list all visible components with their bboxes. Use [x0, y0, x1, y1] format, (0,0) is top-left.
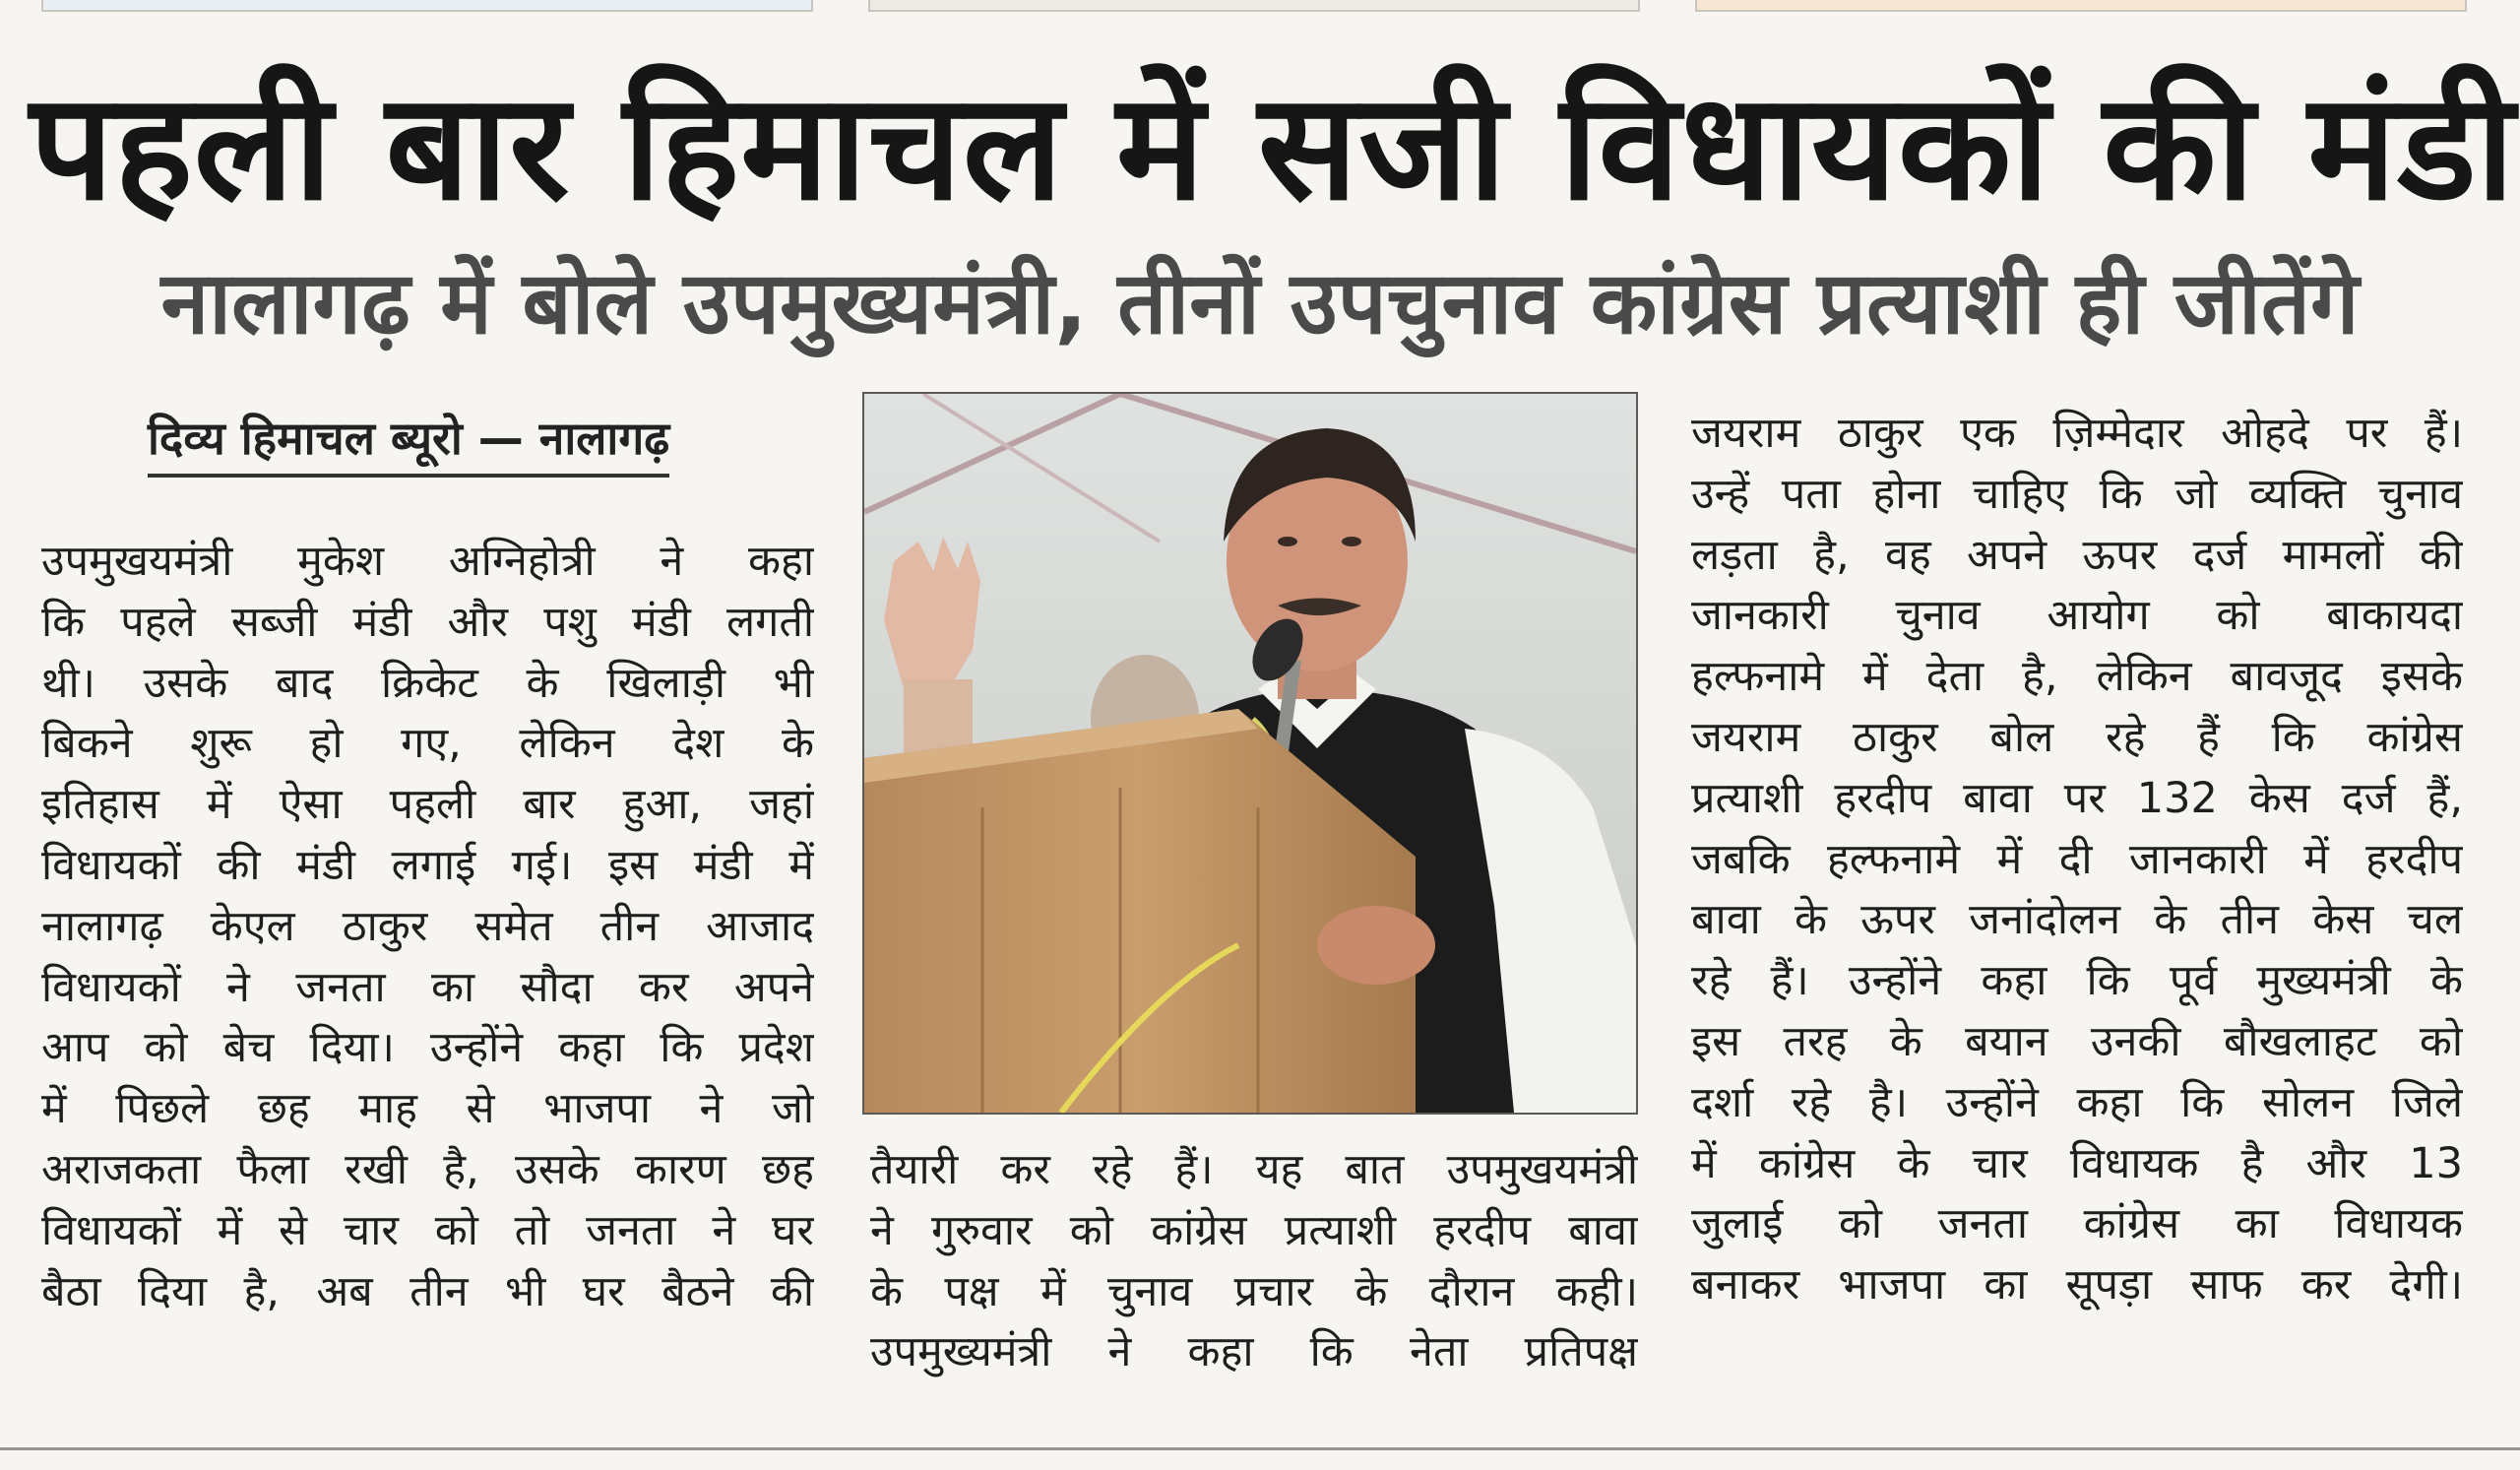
text-line: जानकारी चुनाव आयोग को बाकायदा [1691, 591, 2463, 641]
text-line: कि पहले सब्जी मंडी और पशु मंडी लगती [41, 597, 814, 647]
text-line: तैयारी कर रहे हैं। यह बात उपमुखयमंत्री [870, 1145, 1638, 1194]
text-line: बनाकर भाजपा का सूपड़ा साफ कर देगी। [1691, 1260, 2463, 1310]
text-line: नालागढ़ केएल ठाकुर समेत तीन आजाद [41, 901, 814, 951]
text-line: में कांग्रेस के चार विधायक है और 13 [1691, 1138, 2463, 1188]
previous-article-strip [41, 0, 813, 12]
text-line: बावा के ऊपर जनांदोलन के तीन केस चल [1691, 895, 2463, 945]
text-line: जबकि हल्फनामे में दी जानकारी में हरदीप [1691, 834, 2463, 884]
text-line: उपमुखयमंत्री मुकेश अग्निहोत्री ने कहा [41, 537, 814, 586]
previous-article-strip [868, 0, 1640, 12]
article-column-middle [870, 1140, 1638, 1383]
article-column-right [1691, 404, 2463, 1316]
text-line: इस तरह के बयान उनकी बौखलाहट को [1691, 1016, 2463, 1066]
text-line: विधायकों की मंडी लगाई गई। इस मंडी में [41, 840, 814, 890]
text-line: अराजकता फैला रखी है, उसके कारण छह [41, 1144, 814, 1194]
text-line: विधायकों ने जनता का सौदा कर अपने [41, 962, 814, 1012]
text-line: बिकने शुरू हो गए, लेकिन देश के [41, 719, 814, 769]
text-line: में पिछले छह माह से भाजपा ने जो [41, 1084, 814, 1134]
text-line: के पक्ष में चुनाव प्रचार के दौरान कही। [870, 1266, 1638, 1316]
text-line: हल्फनामे में देता है, लेकिन बावजूद इसके [1691, 652, 2463, 702]
text-line: उन्हें पता होना चाहिए कि जो व्यक्ति चुनाव [1691, 469, 2463, 519]
text-line: दर्शा रहे है। उन्होंने कहा कि सोलन जिले [1691, 1077, 2463, 1127]
previous-article-strip [1695, 0, 2467, 12]
text-line: जयराम ठाकुर बोल रहे हैं कि कांग्रेस [1691, 712, 2463, 762]
text-line: रहे हैं। उन्होंने कहा कि पूर्व मुख्यमंत्री के [1691, 956, 2463, 1006]
text-line: ने गुरुवार को कांग्रेस प्रत्याशी हरदीप बावा [870, 1205, 1638, 1255]
speaker-at-podium-photo [862, 392, 1638, 1115]
text-line: जयराम ठाकुर एक ज़िम्मेदार ओहदे पर हैं। [1691, 409, 2463, 458]
text-line: इतिहास में ऐसा पहली बार हुआ, जहां [41, 780, 814, 830]
article-headline: पहली बार हिमाचल में सजी विधायकों की मंडी [30, 62, 2516, 233]
text-line: उपमुख्यमंत्री ने कहा कि नेता प्रतिपक्ष [870, 1327, 1638, 1377]
text-line: विधायकों में से चार को तो जनता ने घर [41, 1205, 814, 1255]
text-line: लड़ता है, वह अपने ऊपर दर्ज मामलों की [1691, 530, 2463, 580]
text-line: प्रत्याशी हरदीप बावा पर 132 केस दर्ज हैं, [1691, 773, 2463, 823]
article-subheadline: नालागढ़ में बोले उपमुख्यमंत्री, तीनों उपचुनाव कांग्रेस प्रत्याशी ही जीतेंगे [160, 252, 2360, 353]
bottom-divider [0, 1447, 2520, 1450]
text-line: बैठा दिया है, अब तीन भी घर बैठने की [41, 1266, 814, 1316]
article-column-left [41, 532, 814, 1322]
text-line: जुलाई को जनता कांग्रेस का विधायक [1691, 1199, 2463, 1249]
article-byline: दिव्य हिमाचल ब्यूरो — नालागढ़ [148, 409, 669, 478]
text-line: आप को बेच दिया। उन्होंने कहा कि प्रदेश [41, 1023, 814, 1073]
text-line: थी। उसके बाद क्रिकेट के खिलाड़ी भी [41, 658, 814, 708]
